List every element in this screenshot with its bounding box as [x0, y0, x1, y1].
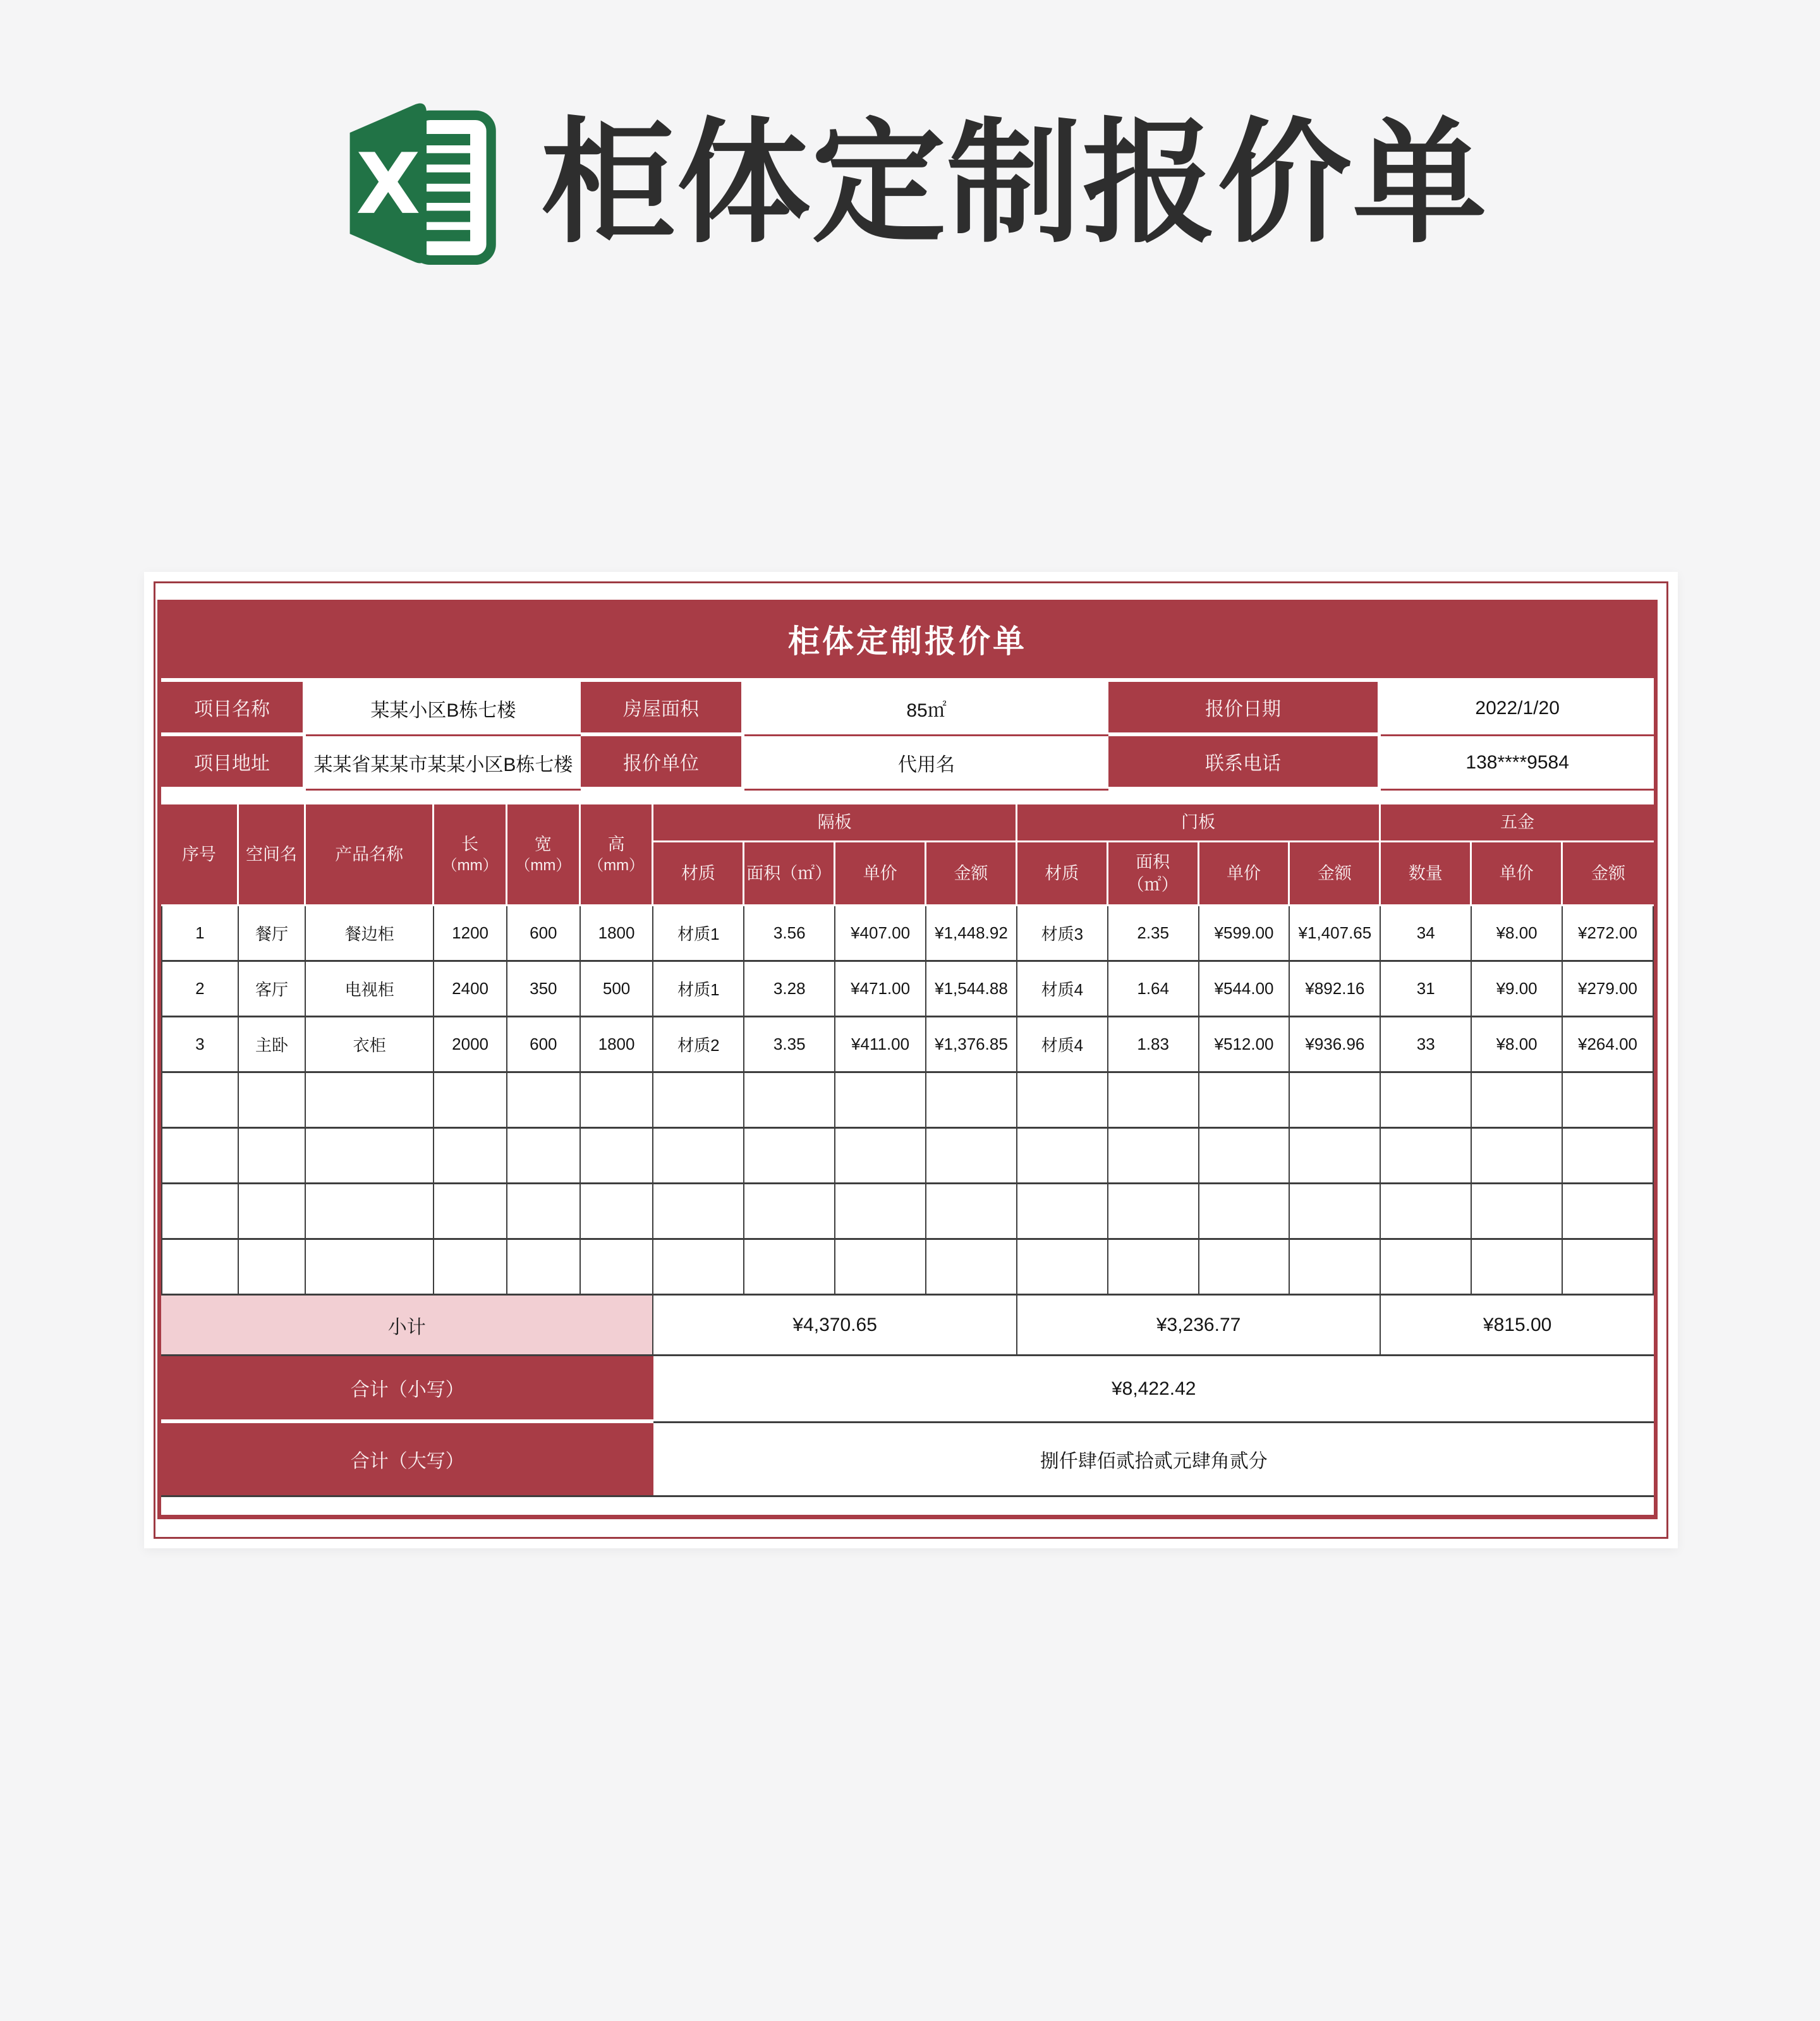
door-price-cell: ¥599.00: [1199, 906, 1290, 962]
empty-cell: [1108, 1184, 1199, 1240]
subtotal-row: [161, 1296, 1654, 1356]
empty-cell: [161, 1073, 239, 1129]
empty-cell: [1381, 1073, 1472, 1129]
empty-cell: [1290, 1240, 1381, 1296]
empty-cell: [434, 1184, 507, 1240]
col-door-unit-price: 单价: [1199, 842, 1290, 906]
hardware-amount-cell: ¥264.00: [1563, 1017, 1654, 1073]
empty-cell: [744, 1240, 835, 1296]
empty-cell: [1108, 1240, 1199, 1296]
empty-cell: [926, 1240, 1017, 1296]
quote-date-label: 报价日期: [1108, 682, 1381, 736]
table-row-3: [161, 1017, 1654, 1073]
empty-cell: [1563, 1184, 1654, 1240]
empty-cell: [507, 1184, 581, 1240]
empty-cell: [161, 1184, 239, 1240]
subtotal-hardware-value: ¥815.00: [1381, 1296, 1654, 1356]
info-row-1: [161, 682, 1654, 736]
empty-cell: [1472, 1073, 1563, 1129]
empty-cell: [1199, 1129, 1290, 1184]
empty-cell: [835, 1129, 926, 1184]
empty-cell: [744, 1129, 835, 1184]
hardware-price-cell: ¥9.00: [1472, 962, 1563, 1017]
empty-cell: [1290, 1184, 1381, 1240]
subtotal-partition-value: ¥4,370.65: [653, 1296, 1017, 1356]
empty-cell: [653, 1073, 744, 1129]
door-price-cell: ¥512.00: [1199, 1017, 1290, 1073]
house-area-value: 85㎡: [744, 682, 1108, 736]
length-cell: 1200: [434, 906, 507, 962]
width-cell: 600: [507, 906, 581, 962]
partition-material-cell: 材质2: [653, 1017, 744, 1073]
excel-icon: [332, 91, 507, 276]
empty-cell: [653, 1240, 744, 1296]
empty-cell: [1017, 1184, 1108, 1240]
empty-cell: [1108, 1129, 1199, 1184]
bottom-spacer-row: [161, 1497, 1654, 1515]
hardware-qty-cell: 34: [1381, 906, 1472, 962]
col-door-area: [1108, 842, 1199, 906]
col-door-amount: 金额: [1290, 842, 1381, 906]
seq-cell: 3: [161, 1017, 239, 1073]
spacer-cell: [161, 791, 1654, 804]
partition-amount-cell: ¥1,376.85: [926, 1017, 1017, 1073]
empty-cell: [239, 1073, 306, 1129]
col-length-unit: （mm）: [442, 857, 498, 875]
project-address-value: 某某省某某市某某小区B栋七楼: [306, 736, 581, 791]
partition-price-cell: ¥471.00: [835, 962, 926, 1017]
sheet-title-row: [161, 600, 1654, 682]
empty-cell: [835, 1184, 926, 1240]
table-row-1: [161, 906, 1654, 962]
empty-cell: [306, 1073, 434, 1129]
spacer-row: [161, 791, 1654, 804]
empty-cell: [581, 1184, 654, 1240]
subtotal-label: 小计: [161, 1296, 653, 1356]
product-cell: 餐边柜: [306, 906, 434, 962]
empty-cell: [744, 1073, 835, 1129]
group-partition: 隔板: [653, 804, 1017, 842]
project-name-label: 项目名称: [161, 682, 306, 736]
empty-cell: [653, 1184, 744, 1240]
empty-cell: [926, 1184, 1017, 1240]
height-cell: 500: [581, 962, 654, 1017]
length-cell: 2400: [434, 962, 507, 1017]
empty-cell: [306, 1184, 434, 1240]
house-area-label: 房屋面积: [581, 682, 745, 736]
empty-cell: [1563, 1129, 1654, 1184]
empty-cell: [835, 1073, 926, 1129]
empty-row-4: [161, 1240, 1654, 1296]
length-cell: 2000: [434, 1017, 507, 1073]
empty-cell: [1381, 1184, 1472, 1240]
width-cell: 600: [507, 1017, 581, 1073]
bottom-spacer-cell: [161, 1497, 1654, 1515]
quotation-table: [157, 600, 1658, 1519]
hardware-qty-cell: 31: [1381, 962, 1472, 1017]
svg-text:X: X: [355, 135, 420, 233]
empty-cell: [1472, 1184, 1563, 1240]
col-height-unit: （mm）: [588, 857, 645, 875]
col-seq: 序号: [161, 804, 239, 906]
empty-cell: [653, 1129, 744, 1184]
door-area-cell: 1.83: [1108, 1017, 1199, 1073]
group-hardware: 五金: [1381, 804, 1654, 842]
empty-cell: [581, 1073, 654, 1129]
empty-cell: [926, 1129, 1017, 1184]
door-area-cell: 2.35: [1108, 906, 1199, 962]
width-cell: 350: [507, 962, 581, 1017]
empty-row-1: [161, 1073, 1654, 1129]
height-cell: 1800: [581, 1017, 654, 1073]
partition-price-cell: ¥411.00: [835, 1017, 926, 1073]
empty-cell: [581, 1129, 654, 1184]
col-door-area-unit: （㎡）: [1127, 875, 1179, 894]
hardware-price-cell: ¥8.00: [1472, 906, 1563, 962]
empty-cell: [434, 1240, 507, 1296]
empty-cell: [1017, 1129, 1108, 1184]
empty-cell: [926, 1073, 1017, 1129]
col-hardware-qty: 数量: [1381, 842, 1472, 906]
contact-phone-value: 138****9584: [1381, 736, 1654, 791]
empty-cell: [434, 1073, 507, 1129]
empty-row-2: [161, 1129, 1654, 1184]
quote-date-value: 2022/1/20: [1381, 682, 1654, 736]
empty-cell: [581, 1240, 654, 1296]
page-header: [0, 76, 1820, 291]
empty-cell: [744, 1184, 835, 1240]
hardware-amount-cell: ¥272.00: [1563, 906, 1654, 962]
door-material-cell: 材质4: [1017, 962, 1108, 1017]
empty-cell: [1381, 1129, 1472, 1184]
empty-cell: [1199, 1184, 1290, 1240]
door-price-cell: ¥544.00: [1199, 962, 1290, 1017]
door-material-cell: 材质3: [1017, 906, 1108, 962]
door-material-cell: 材质4: [1017, 1017, 1108, 1073]
partition-area-cell: 3.28: [744, 962, 835, 1017]
seq-cell: 2: [161, 962, 239, 1017]
empty-cell: [507, 1129, 581, 1184]
empty-cell: [1108, 1073, 1199, 1129]
door-amount-cell: ¥892.16: [1290, 962, 1381, 1017]
empty-row-3: [161, 1184, 1654, 1240]
empty-cell: [1472, 1240, 1563, 1296]
partition-amount-cell: ¥1,448.92: [926, 906, 1017, 962]
empty-cell: [1199, 1073, 1290, 1129]
empty-cell: [1199, 1240, 1290, 1296]
partition-area-cell: 3.35: [744, 1017, 835, 1073]
space-cell: 客厅: [239, 962, 306, 1017]
seq-cell: 1: [161, 906, 239, 962]
col-hardware-amount: 金额: [1563, 842, 1654, 906]
col-door-material: 材质: [1017, 842, 1108, 906]
col-product: 产品名称: [306, 804, 434, 906]
subtotal-door-value: ¥3,236.77: [1017, 1296, 1381, 1356]
empty-cell: [507, 1240, 581, 1296]
empty-cell: [1290, 1129, 1381, 1184]
empty-cell: [1472, 1129, 1563, 1184]
empty-cell: [1017, 1240, 1108, 1296]
partition-amount-cell: ¥1,544.88: [926, 962, 1017, 1017]
space-cell: 餐厅: [239, 906, 306, 962]
quote-unit-label: 报价单位: [581, 736, 745, 791]
hardware-amount-cell: ¥279.00: [1563, 962, 1654, 1017]
col-height-label: 高: [607, 834, 625, 854]
project-address-label: 项目地址: [161, 736, 306, 791]
col-partition-area: 面积（㎡）: [744, 842, 835, 906]
empty-cell: [161, 1240, 239, 1296]
group-door: 门板: [1017, 804, 1381, 842]
empty-cell: [1017, 1073, 1108, 1129]
partition-material-cell: 材质1: [653, 962, 744, 1017]
col-width-label: 宽: [534, 834, 552, 854]
group-header-row: [161, 804, 1654, 842]
info-row-2: [161, 736, 1654, 791]
total-words-value: 捌仟肆佰贰拾贰元肆角贰分: [653, 1423, 1654, 1497]
empty-cell: [1290, 1073, 1381, 1129]
total-numeric-row: [161, 1356, 1654, 1423]
page-title: 柜体定制报价单: [541, 108, 1488, 258]
col-partition-unit-price: 单价: [835, 842, 926, 906]
col-width: [507, 804, 581, 906]
door-amount-cell: ¥1,407.65: [1290, 906, 1381, 962]
table-row-2: [161, 962, 1654, 1017]
col-space: 空间名: [239, 804, 306, 906]
space-cell: 主卧: [239, 1017, 306, 1073]
col-length-label: 长: [461, 834, 479, 854]
partition-price-cell: ¥407.00: [835, 906, 926, 962]
col-partition-material: 材质: [653, 842, 744, 906]
door-area-cell: 1.64: [1108, 962, 1199, 1017]
empty-cell: [1381, 1240, 1472, 1296]
partition-area-cell: 3.56: [744, 906, 835, 962]
empty-cell: [1563, 1073, 1654, 1129]
product-cell: 衣柜: [306, 1017, 434, 1073]
empty-cell: [239, 1184, 306, 1240]
total-words-row: [161, 1423, 1654, 1497]
empty-cell: [239, 1129, 306, 1184]
empty-cell: [507, 1073, 581, 1129]
quote-unit-value: 代用名: [744, 736, 1108, 791]
contact-phone-label: 联系电话: [1108, 736, 1381, 791]
total-numeric-label: 合计（小写）: [161, 1356, 653, 1423]
empty-cell: [306, 1129, 434, 1184]
hardware-qty-cell: 33: [1381, 1017, 1472, 1073]
col-hardware-unit-price: 单价: [1472, 842, 1563, 906]
empty-cell: [239, 1240, 306, 1296]
total-numeric-value: ¥8,422.42: [653, 1356, 1654, 1423]
col-width-unit: （mm）: [515, 857, 571, 875]
col-door-area-label: 面积: [1136, 852, 1170, 871]
empty-cell: [434, 1129, 507, 1184]
col-length: [434, 804, 507, 906]
door-amount-cell: ¥936.96: [1290, 1017, 1381, 1073]
height-cell: 1800: [581, 906, 654, 962]
total-words-label: 合计（大写）: [161, 1423, 653, 1497]
partition-material-cell: 材质1: [653, 906, 744, 962]
col-height: [581, 804, 654, 906]
project-name-value: 某某小区B栋七楼: [306, 682, 581, 736]
empty-cell: [306, 1240, 434, 1296]
quotation-card: [144, 572, 1678, 1548]
hardware-price-cell: ¥8.00: [1472, 1017, 1563, 1073]
sheet-title: 柜体定制报价单: [161, 600, 1654, 682]
product-cell: 电视柜: [306, 962, 434, 1017]
empty-cell: [161, 1129, 239, 1184]
empty-cell: [835, 1240, 926, 1296]
col-partition-amount: 金额: [926, 842, 1017, 906]
empty-cell: [1563, 1240, 1654, 1296]
